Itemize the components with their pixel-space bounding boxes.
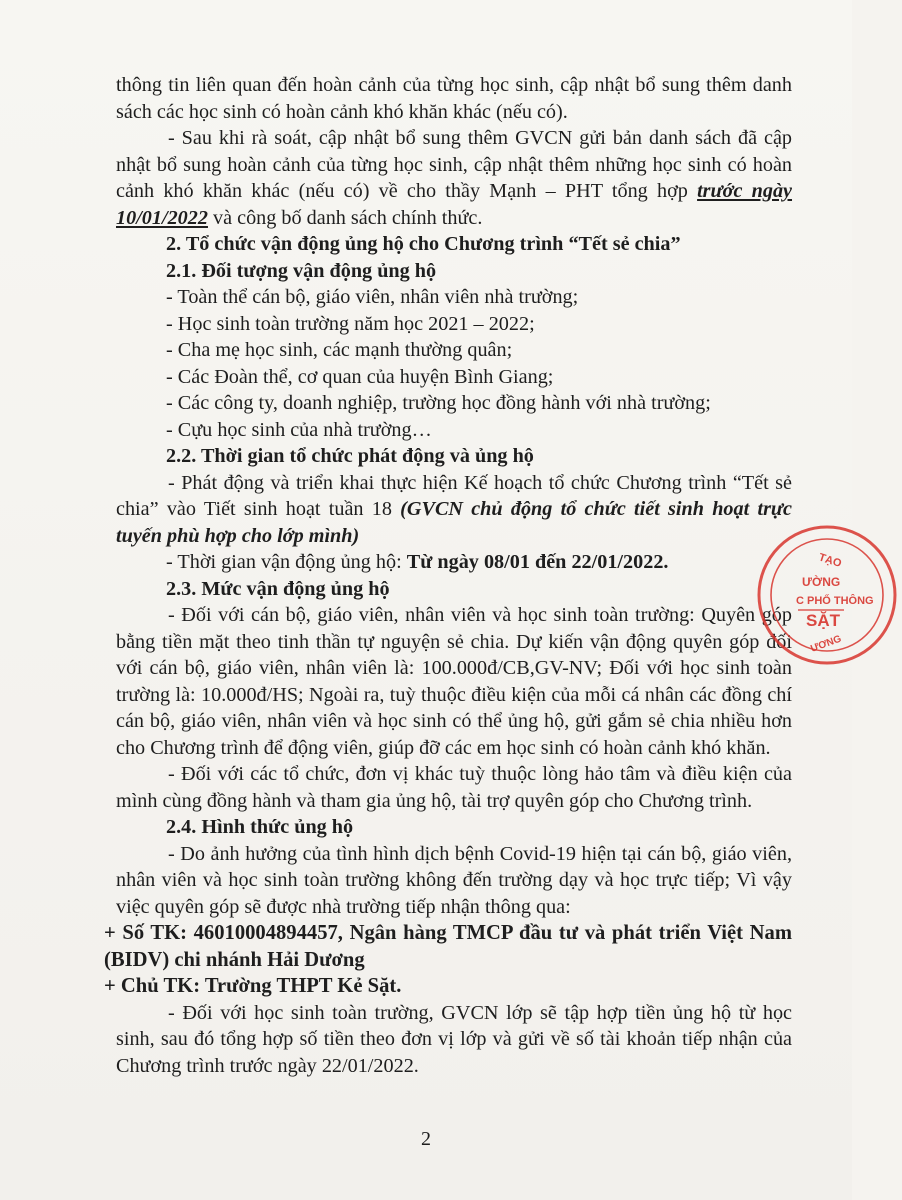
paragraph-time: - Thời gian vận động ủng hộ: Từ ngày 08/01 đến 22/01/2022.: [166, 551, 669, 573]
stamp-text-main: SẶT: [806, 611, 840, 630]
deadline-text: trước ngày 10/01/2022: [116, 180, 793, 229]
list-item: - Cha mẹ học sinh, các mạnh thường quân;: [166, 339, 513, 361]
paragraph-update-list: - Sau khi rà soát, cập nhật bổ sung thêm GVCN gửi bản danh sách đã cập nhật bổ sung hoàn cảnh của từng học sinh, cập nhật thêm những học sinh có hoàn cảnh khó khăn khác (nếu có) về cho thầy Mạnh – PHT tổng hợp trước ngày 10/01/2022 và công bố danh sách chính thức.: [116, 127, 793, 229]
list-item: - Các công ty, doanh nghiệp, trường học đồng hành với nhà trường;: [166, 392, 711, 414]
heading-2-2: 2.2. Thời gian tổ chức phát động và ủng hộ: [166, 445, 534, 467]
stamp-text-bottom: ƯƠNG: [809, 633, 843, 655]
list-item: - Cựu học sinh của nhà trường…: [166, 418, 432, 441]
list-item: - Học sinh toàn trường năm học 2021 – 2022;: [166, 312, 535, 335]
time-range: Từ ngày 08/01 đến 22/01/2022.: [406, 551, 669, 573]
heading-2-3: 2.3. Mức vận động ủng hộ: [166, 577, 390, 600]
heading-2-4: 2.4. Hình thức ủng hộ: [166, 816, 354, 838]
bank-account: + Số TK: 46010004894457, Ngân hàng TMCP đầu tư và phát triển Việt Nam (BIDV) chi nhánh Hải Dương: [104, 922, 792, 971]
school-seal-stamp: [752, 520, 902, 670]
list-item: - Toàn thể cán bộ, giáo viên, nhân viên nhà trường;: [166, 286, 579, 308]
stamp-text-mid2: C PHỔ THÔNG: [796, 595, 874, 607]
note-italic: (GVCN chủ động tổ chức tiết sinh hoạt trực tuyến phù hợp cho lớp mình): [116, 498, 792, 547]
list-item: - Các Đoàn thể, cơ quan của huyện Bình Giang;: [166, 365, 554, 388]
heading-2-1: 2.1. Đối tượng vận động ủng hộ: [166, 259, 437, 282]
paragraph-organizations: - Đối với các tổ chức, đơn vị khác tuỳ thuộc lòng hảo tâm và điều kiện của mình cùng đồng hành và tham gia ủng hộ, tài trợ quyên góp cho Chương trình.: [116, 763, 792, 812]
stamp-text-mid1: ƯỜNG: [802, 575, 841, 589]
paragraph-student-collection: - Đối với học sinh toàn trường, GVCN lớp sẽ tập hợp tiền ủng hộ từ học sinh, sau đó tổng hợp số tiền theo đơn vị lớp và gửi về số tài khoản tiếp nhận của Chương trình trước ngày 22/01/2022.: [116, 1001, 792, 1077]
heading-section-2: 2. Tổ chức vận động ủng hộ cho Chương trình “Tết sẻ chia”: [166, 233, 681, 255]
paragraph-continuation: thông tin liên quan đến hoàn cảnh của từng học sinh, cập nhật bổ sung thêm danh sách các học sinh có hoàn cảnh khó khăn khác (nếu có).: [116, 74, 792, 123]
document-body: [104, 72, 793, 1079]
stamp-text-top: TẠO: [817, 551, 843, 571]
account-owner: + Chủ TK: Trường THPT Kẻ Sặt.: [104, 975, 402, 997]
paragraph-launch: - Phát động và triển khai thực hiện Kế hoạch tổ chức Chương trình “Tết sẻ chia” vào Tiết sinh hoạt tuần 18 (GVCN chủ động tổ chức tiết sinh hoạt trực tuyến phù hợp cho lớp mình): [116, 471, 792, 547]
page-number: 2: [421, 1128, 431, 1150]
paragraph-form: - Do ảnh hưởng của tình hình dịch bệnh Covid-19 hiện tại cán bộ, giáo viên, nhân viên và học sinh toàn trường không đến trường dạy và học trực tiếp; Vì vậy việc quyên góp sẽ được nhà trường tiếp nhận thông qua:: [116, 842, 792, 918]
paragraph-donation-level: - Đối với cán bộ, giáo viên, nhân viên và học sinh toàn trường: Quyên góp bằng tiền mặt theo tinh thần tự nguyện sẻ chia. Dự kiến vận động quyên góp đối với cán bộ, giáo viên, nhân viên là: 100.000đ/CB,GV-NV; Đối với học sinh toàn trường là: 10.000đ/HS; Ngoài ra, tuỳ thuộc điều kiện của mỗi cá nhân các đồng chí cán bộ, giáo viên, nhân viên và học sinh có thể ủng hộ, gửi gắm sẻ chia nhiều hơn cho Chương trình để động viên, giúp đỡ các em học sinh có hoàn cảnh khó khăn.: [116, 604, 792, 759]
